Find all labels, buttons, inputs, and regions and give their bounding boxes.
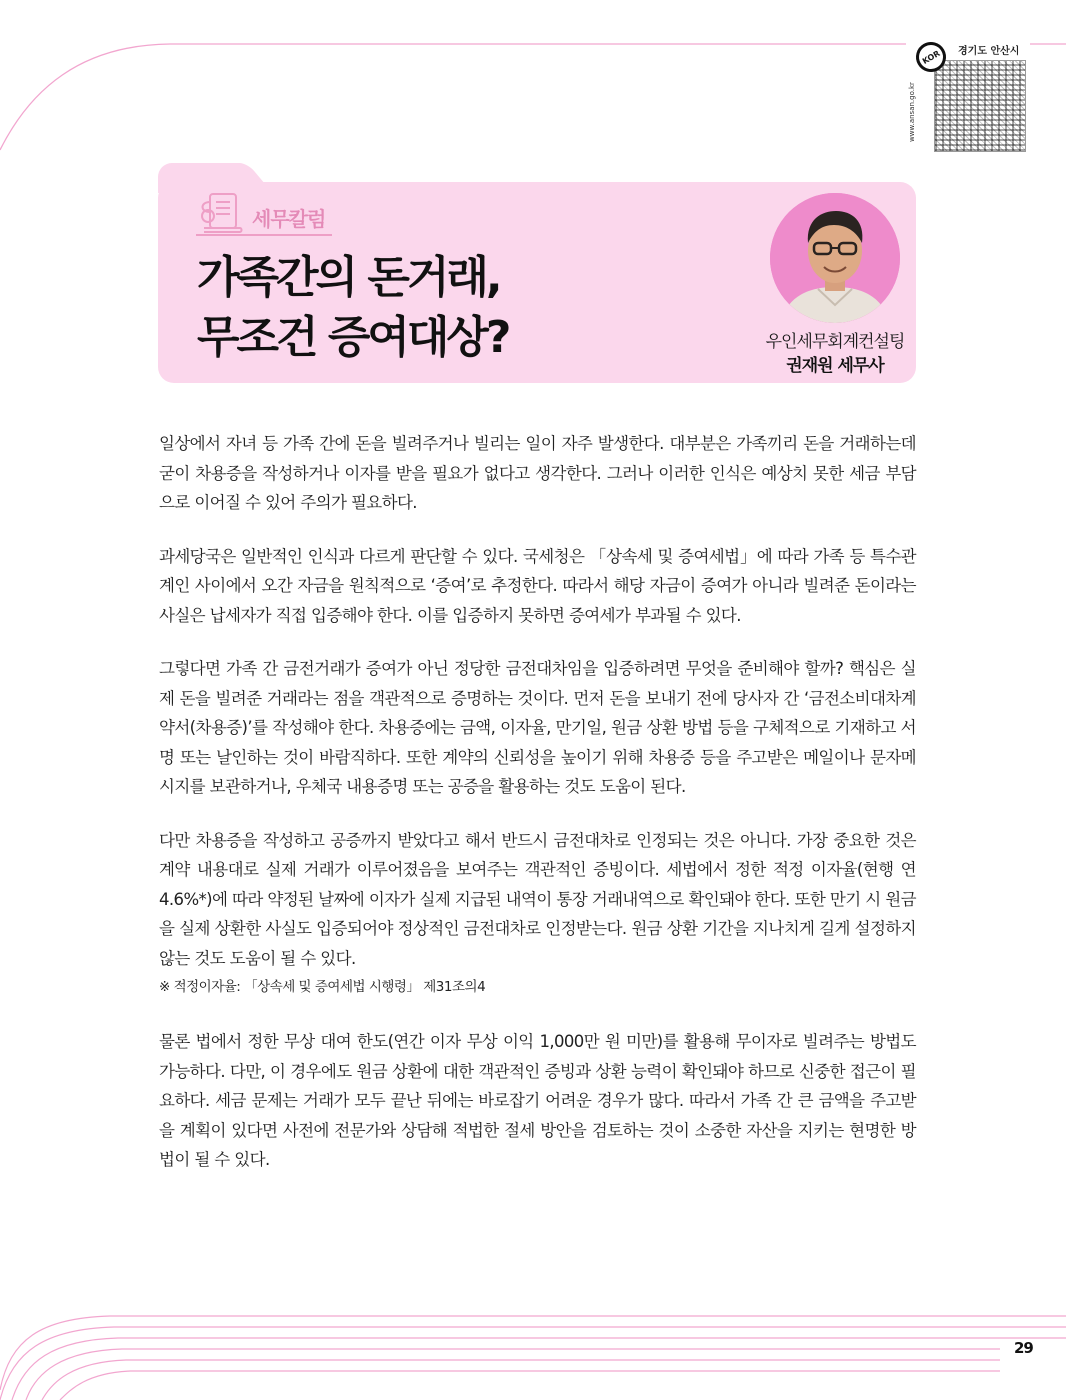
article-body [159,429,916,1199]
footnote: ※ 적정이자율: 「상속세 및 증여세법 시행령」 제31조의4 [159,979,486,995]
page-number: 29 [1014,1339,1033,1357]
author-organization: 우인세무회계컨설팅 [765,332,905,352]
paragraph-5: 물론 법에서 정한 무상 대여 한도(연간 이자 무상 이익 1,000만 원 미만)를 활용해 무이자로 빌려주는 방법도 가능하다. 다만, 이 경우에도 원금 상환에 대한 객관적인 증빙과 상환 능력이 확인돼야 하므로 신중한 접근이 필요하다. 세금 문제는 거래가 모두 끝난 뒤에는 바로잡기 어려운 경우가 많다. 따라서 가족 간 큰 금액을 주고받을 계획이 있다면 사전에 전문가와 상담해 적법한 절세 방안을 검토하는 것이 소중한 자산을 지키는 현명한 방법이 될 수 있다. [159,1032,916,1169]
author-photo [770,193,900,323]
city-url: www.ansan.go.kr [907,82,916,142]
paragraph-3: 그렇다면 가족 간 금전거래가 증여가 아닌 정당한 금전대차임을 입증하려면 무엇을 준비해야 할까? 핵심은 실제 돈을 빌려준 거래라는 점을 객관적으로 증명하는 것이다. 먼저 돈을 보내기 전에 당사자 간 ‘금전소비대차계약서(차용증)’를 작성해야 한다. 차용증에는 금액, 이자율, 만기일, 원금 상환 방법 등을 구체적으로 기재하고 서명 또는 날인하는 것이 바람직하다. 또한 계약의 신뢰성을 높이기 위해 차용증 등을 주고받은 메일이나 문자메시지를 보관하거나, 우체국 내용증명 또는 공증을 활용하는 것도 도움이 된다. [159,659,916,796]
paragraph-2: 과세당국은 일반적인 인식과 다르게 판단할 수 있다. 국세청은 「상속세 및 증여세법」에 따라 가족 등 특수관계인 사이에서 오간 자금을 원칙적으로 ‘증여’로 추정한다. 따라서 해당 자금이 증여가 아니라 빌려준 돈이라는 사실은 납세자가 직접 입증해야 한다. 이를 입증하지 못하면 증여세가 부과될 수 있다. [159,546,916,625]
title-line-1: 가족간의 돈거래, [197,252,500,303]
city-name: 경기도 안산시 [958,46,1020,57]
author-name: 권재원 세무사 [786,356,884,376]
title-line-2: 무조건 증여대상? [197,312,509,363]
category-underline [196,234,332,236]
article-title [197,248,508,368]
category-label: 세무칼럼 [252,207,326,231]
paragraph-4: 다만 차용증을 작성하고 공증까지 받았다고 해서 반드시 금전대차로 인정되는 것은 아니다. 가장 중요한 것은 계약 내용대로 실제 거래가 이루어졌음을 보여주는 객관적인 증빙이다. 세법에서 정한 적정 이자율(현행 연 4.6%*)에 따라 약정된 날짜에 이자가 실제 지급된 내역이 통장 거래내역으로 확인돼야 한다. 또한 만기 시 원금을 실제 상환한 사실도 입증되어야 정상적인 금전대차로 인정받는다. 원금 상환 기간을 지나치게 길게 설정하지 않는 것도 도움이 될 수 있다. [159,830,916,968]
city-badge [907,38,1042,158]
qr-code[interactable] [934,60,1026,152]
scroll-document-icon [196,188,246,238]
kor-logo-icon: KOR [911,37,952,78]
paragraph-1: 일상에서 자녀 등 가족 간에 돈을 빌려주거나 빌리는 일이 자주 발생한다. 대부분은 가족끼리 돈을 거래하는데 굳이 차용증을 작성하거나 이자를 받을 필요가 없다고 생각한다. 그러나 이러한 인식은 예상치 못한 세금 부담으로 이어질 수 있어 주의가 필요하다. [159,434,916,512]
